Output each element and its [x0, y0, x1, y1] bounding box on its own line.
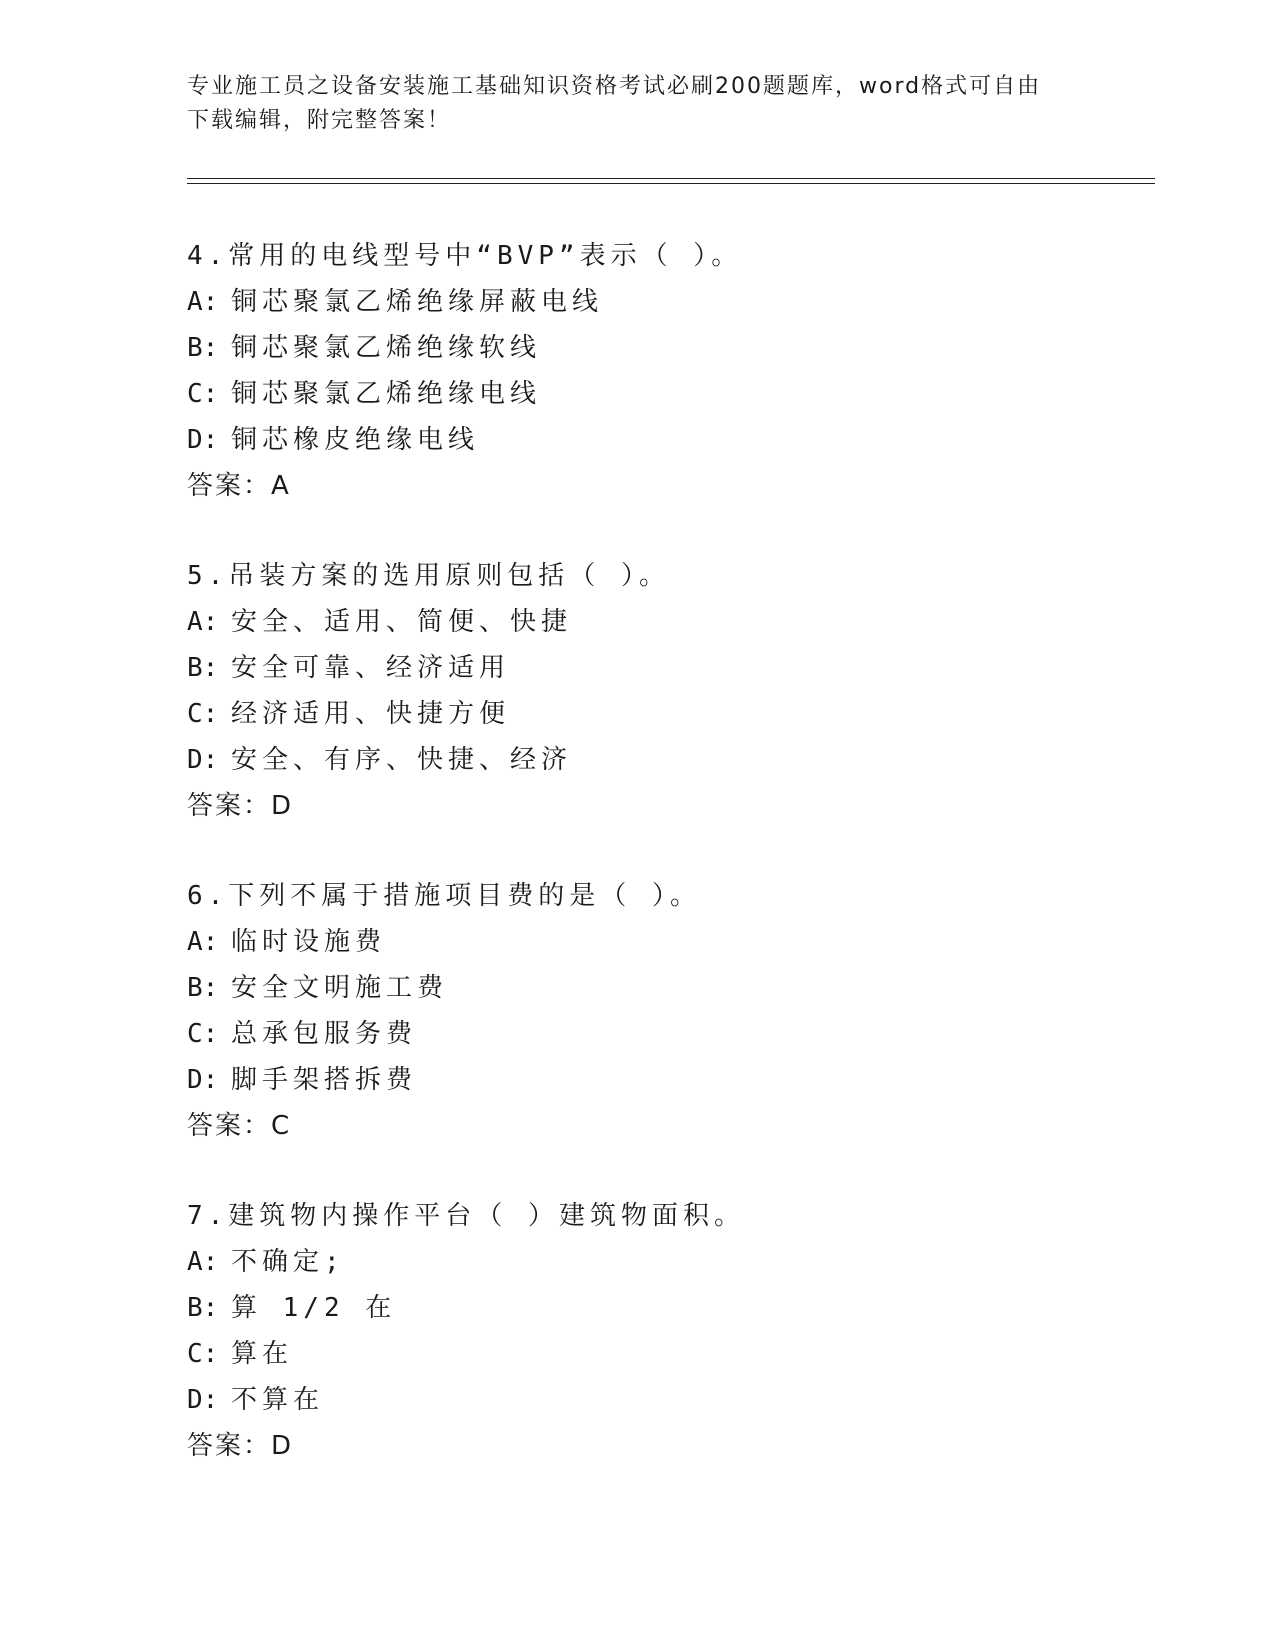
option-b	[187, 1285, 1087, 1331]
option-text: 铜芯聚氯乙烯绝缘软线	[231, 333, 542, 363]
option-key: C:	[187, 699, 219, 729]
option-key: B:	[187, 1293, 219, 1323]
answer: 答案：C	[187, 1111, 292, 1141]
option-text: 安全文明施工费	[231, 973, 449, 1003]
option-key: C:	[187, 379, 219, 409]
option-text: 不算在	[231, 1385, 325, 1415]
option-a	[187, 279, 1087, 325]
header-divider-top	[187, 178, 1155, 179]
option-d	[187, 1377, 1087, 1423]
question-stem: 5.吊装方案的选用原则包括（ ）。	[187, 561, 670, 591]
option-c	[187, 1011, 1087, 1057]
option-text: 临时设施费	[231, 927, 387, 957]
option-key: C:	[187, 1019, 219, 1049]
question-6	[187, 873, 1087, 1149]
option-text: 算 1/2 在	[231, 1293, 397, 1323]
option-key: A:	[187, 607, 219, 637]
option-b	[187, 325, 1087, 371]
option-text: 脚手架搭拆费	[231, 1065, 418, 1095]
option-b	[187, 965, 1087, 1011]
option-a	[187, 919, 1087, 965]
question-5	[187, 553, 1087, 829]
option-key: B:	[187, 973, 219, 1003]
option-d	[187, 1057, 1087, 1103]
option-c	[187, 1331, 1087, 1377]
document-header	[187, 70, 1067, 138]
header-line-2: 下载编辑，附完整答案！	[187, 108, 452, 133]
option-key: D:	[187, 745, 219, 775]
header-divider-bottom	[187, 183, 1155, 184]
question-stem: 4.常用的电线型号中“BVP”表示（ ）。	[187, 241, 743, 271]
header-line-1: 专业施工员之设备安装施工基础知识资格考试必刷200题题库，word格式可自由	[187, 74, 1042, 99]
option-text: 安全、适用、简便、快捷	[231, 607, 573, 637]
option-text: 算在	[231, 1339, 294, 1369]
option-d	[187, 417, 1087, 463]
option-c	[187, 371, 1087, 417]
question-7	[187, 1193, 1087, 1469]
option-text: 铜芯橡皮绝缘电线	[231, 425, 480, 455]
option-text: 安全、有序、快捷、经济	[231, 745, 573, 775]
option-text: 安全可靠、经济适用	[231, 653, 511, 683]
option-key: A:	[187, 927, 219, 957]
option-key: A:	[187, 287, 219, 317]
answer: 答案：A	[187, 471, 291, 501]
option-key: D:	[187, 1065, 219, 1095]
question-stem: 7.建筑物内操作平台（ ）建筑物面积。	[187, 1201, 745, 1231]
option-c	[187, 691, 1087, 737]
option-text: 铜芯聚氯乙烯绝缘电线	[231, 379, 542, 409]
option-d	[187, 737, 1087, 783]
question-stem: 6.下列不属于措施项目费的是（ ）。	[187, 881, 701, 911]
option-b	[187, 645, 1087, 691]
answer: 答案：D	[187, 1431, 294, 1461]
option-text: 经济适用、快捷方便	[231, 699, 511, 729]
question-4	[187, 233, 1087, 509]
option-text: 总承包服务费	[231, 1019, 418, 1049]
option-key: D:	[187, 425, 219, 455]
option-a	[187, 1239, 1087, 1285]
answer: 答案：D	[187, 791, 294, 821]
option-key: A:	[187, 1247, 219, 1277]
option-key: B:	[187, 333, 219, 363]
option-key: D:	[187, 1385, 219, 1415]
option-a	[187, 599, 1087, 645]
option-text: 铜芯聚氯乙烯绝缘屏蔽电线	[231, 287, 604, 317]
option-text: 不确定;	[231, 1247, 345, 1277]
option-key: C:	[187, 1339, 219, 1369]
option-key: B:	[187, 653, 219, 683]
